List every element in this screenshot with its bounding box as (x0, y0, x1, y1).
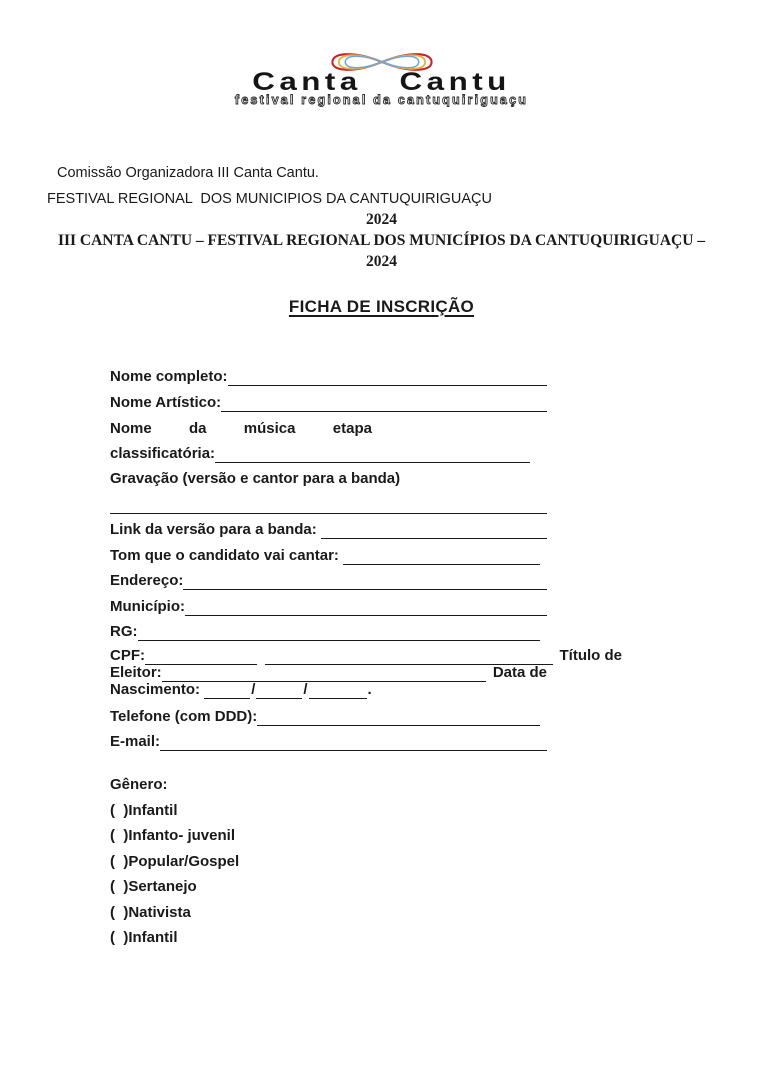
field-label: Gravação (versão e cantor para a banda) (110, 470, 401, 487)
header-year-top: 2024 (366, 211, 397, 228)
field-label: Município: (110, 597, 185, 615)
checkbox-parentheses: ( ) (110, 903, 129, 921)
field-eleitor-data (110, 665, 547, 682)
field-email (110, 732, 547, 751)
blank-line (343, 549, 540, 565)
checkbox-label: Nativista (128, 903, 191, 921)
checkbox-parentheses: ( ) (110, 878, 129, 895)
field-gravacao-linha (110, 495, 547, 514)
blank-line (257, 710, 540, 726)
header-commission-line: Comissão Organizadora III Canta Cantu. (57, 165, 319, 181)
checkbox-label: Infantil (128, 929, 178, 946)
checkbox-option-opcao-infanto-juvenil (110, 826, 547, 845)
field-classificatoria (110, 444, 547, 463)
form-title: FICHA DE INSCRIÇÃO (288, 297, 475, 316)
line-gap (257, 650, 265, 665)
form (110, 367, 622, 954)
blank-line-full (110, 498, 547, 514)
checkbox-label: Infanto- juvenil (128, 827, 235, 844)
logo-subtitle: festival regional da cantuquiriguaçu (234, 93, 529, 107)
word: etapa (332, 420, 372, 437)
blank-line (162, 666, 486, 682)
checkbox-parentheses: ( ) (110, 827, 129, 844)
checkbox-option-opcao-sertanejo (110, 877, 547, 896)
word: Nome (110, 420, 152, 437)
field-label: Nascimento: (110, 680, 205, 698)
field-cpf-titulo (110, 648, 622, 665)
checkbox-parentheses: ( ) (110, 929, 129, 946)
date-separator: / (303, 680, 308, 698)
blank-line (183, 574, 547, 590)
field-label: Tom que o candidato vai cantar: (110, 546, 344, 564)
field-nascimento (110, 682, 547, 699)
field-label: classificatória: (110, 444, 216, 462)
checkbox-option-opcao-nativista (110, 903, 547, 922)
field-tom-candidato (110, 546, 547, 565)
field-label: Nome Artístico: (110, 393, 222, 411)
blank-line (215, 447, 530, 463)
field-label: Endereço: (110, 572, 184, 589)
checkbox-label: Sertanejo (128, 878, 197, 895)
field-nome-completo (110, 367, 547, 386)
blank-line (160, 735, 547, 751)
field-municipio (110, 597, 547, 616)
header-title-line: III CANTA CANTU – FESTIVAL REGIONAL DOS MUNICÍPIOS DA CANTUQUIRIGUAÇU – (57, 232, 706, 249)
checkbox-parentheses: ( ) (110, 801, 129, 819)
date-separator: . (367, 680, 372, 698)
field-endereco (110, 571, 547, 590)
date-separator: / (251, 680, 256, 698)
field-suffix-label: Título de (559, 646, 622, 664)
checkbox-label: Popular/Gospel (128, 852, 240, 870)
checkbox-parentheses: ( ) (110, 852, 129, 870)
field-rg (110, 622, 547, 641)
field-nome-artistico (110, 393, 547, 412)
blank-line (228, 370, 547, 386)
blank-line-segment (145, 649, 257, 665)
field-link-da-versao (110, 520, 547, 539)
field-label: Telefone (com DDD): (110, 707, 258, 725)
field-genero (110, 775, 547, 794)
field-label: Nome completo: (110, 368, 228, 385)
field-gravacao (110, 469, 547, 488)
date-blank-segment (256, 683, 302, 699)
field-nome-da-musica-etapa (110, 418, 547, 437)
header-festival-line: FESTIVAL REGIONAL DOS MUNICIPIOS DA CANTUQUIRIGUAÇU (47, 191, 492, 207)
word: da (188, 420, 207, 437)
logo-wordmark: Canta Cantu (252, 67, 511, 96)
blank-line (221, 396, 547, 412)
blank-line (185, 600, 547, 616)
field-label: Gênero: (110, 776, 168, 793)
field-label: RG: (110, 623, 138, 640)
blank-line (138, 625, 541, 641)
header-year-bottom: 2024 (366, 253, 397, 270)
justified-words (110, 420, 372, 437)
date-blank-segment (204, 683, 250, 699)
checkbox-label: Infantil (128, 801, 178, 819)
blank-line (321, 523, 547, 539)
checkbox-option-opcao-infantil-2 (110, 928, 547, 947)
field-label: E-mail: (110, 733, 161, 750)
field-label: CPF: (110, 646, 145, 664)
checkbox-option-opcao-infantil (110, 801, 547, 820)
blank-line (265, 649, 553, 665)
field-telefone (110, 707, 547, 726)
checkbox-option-opcao-popular-gospel (110, 852, 547, 871)
date-blank-segment (309, 683, 367, 699)
field-label: Link da versão para a banda: (110, 521, 321, 538)
field-suffix-label: Data de (492, 663, 547, 681)
field-label: Eleitor: (110, 663, 162, 681)
word: música (243, 420, 296, 437)
